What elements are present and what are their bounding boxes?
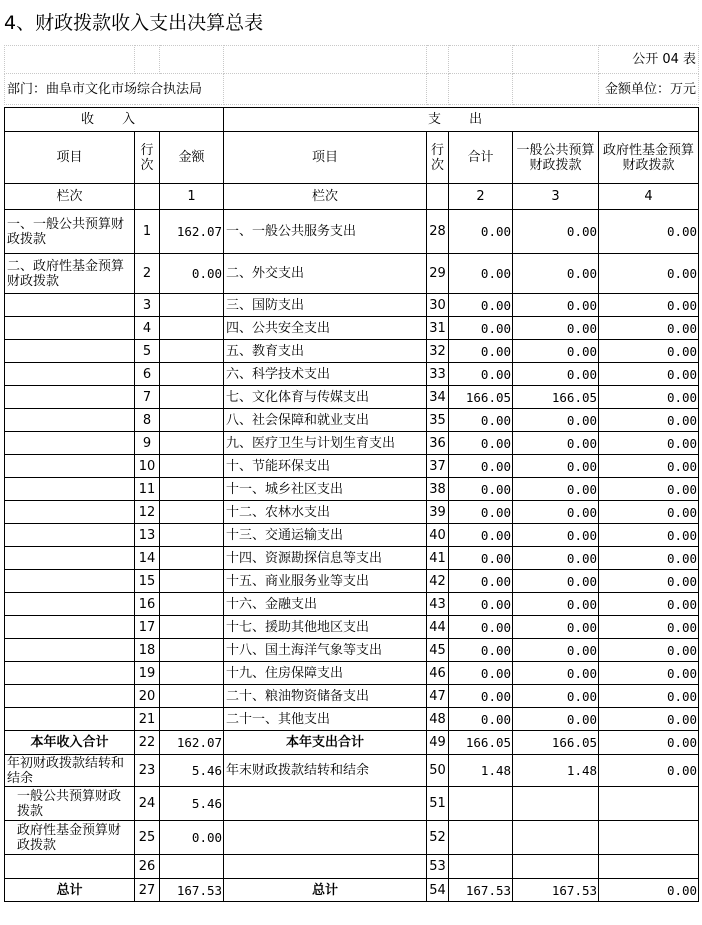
- general-budget-amount-cell: 0.00: [513, 294, 599, 317]
- expense-total-cell: 167.53: [449, 879, 513, 902]
- general-budget-amount-cell: 166.05: [513, 386, 599, 409]
- income-line-cell: 12: [135, 501, 160, 524]
- table-row: [5, 409, 699, 432]
- income-item-cell: [5, 639, 135, 662]
- income-line-cell: 19: [135, 662, 160, 685]
- expense-line-cell: 50: [427, 755, 449, 787]
- gov-fund-amount-cell: [599, 787, 699, 821]
- income-amount-cell: [160, 593, 224, 616]
- expense-total-cell: 0.00: [449, 210, 513, 254]
- form-code: 公开 04 表: [599, 46, 699, 74]
- income-line-cell: 21: [135, 708, 160, 731]
- income-line-cell: 11: [135, 478, 160, 501]
- income-line-header: 行次: [135, 132, 160, 184]
- expense-item-cell: 十二、农林水支出: [224, 501, 427, 524]
- gov-fund-amount-cell: 0.00: [599, 455, 699, 478]
- gov-fund-amount-cell: 0.00: [599, 547, 699, 570]
- table-row: [5, 570, 699, 593]
- expense-item-cell: 十六、金融支出: [224, 593, 427, 616]
- general-budget-amount-cell: 0.00: [513, 409, 599, 432]
- income-item-cell: 政府性基金预算财政拨款: [5, 821, 135, 855]
- department-label: 部门：曲阜市文化市场综合执法局: [5, 74, 224, 105]
- income-amount-cell: [160, 639, 224, 662]
- income-amount-cell: 0.00: [160, 821, 224, 855]
- expense-total-cell: 0.00: [449, 340, 513, 363]
- table-row: [5, 210, 699, 254]
- expense-line-cell: 39: [427, 501, 449, 524]
- col-number-1: 1: [160, 184, 224, 210]
- expense-item-header: 项目: [224, 132, 427, 184]
- income-item-cell: [5, 855, 135, 879]
- expense-item-cell: [224, 855, 427, 879]
- income-amount-cell: [160, 570, 224, 593]
- expense-line-cell: 31: [427, 317, 449, 340]
- income-amount-cell: [160, 616, 224, 639]
- expense-total-cell: 0.00: [449, 363, 513, 386]
- general-budget-amount-cell: 166.05: [513, 731, 599, 755]
- expense-total-cell: 1.48: [449, 755, 513, 787]
- income-item-cell: [5, 616, 135, 639]
- gov-fund-amount-cell: 0.00: [599, 524, 699, 547]
- general-budget-amount-cell: [513, 787, 599, 821]
- income-line-cell: 20: [135, 685, 160, 708]
- expense-line-cell: 38: [427, 478, 449, 501]
- expense-total-cell: 166.05: [449, 731, 513, 755]
- table-row: [5, 363, 699, 386]
- expense-section-header: 支 出: [224, 108, 699, 132]
- expense-item-cell: 十八、国土海洋气象等支出: [224, 639, 427, 662]
- table-row: [5, 787, 699, 821]
- expense-item-cell: 十五、商业服务业等支出: [224, 570, 427, 593]
- expense-item-cell: 十四、资源勘探信息等支出: [224, 547, 427, 570]
- general-budget-header: 一般公共预算财政拨款: [513, 132, 599, 184]
- table-row: [5, 639, 699, 662]
- expense-line-cell: 36: [427, 432, 449, 455]
- general-budget-amount-cell: 0.00: [513, 478, 599, 501]
- expense-line-cell: 54: [427, 879, 449, 902]
- expense-item-cell: 二、外交支出: [224, 254, 427, 294]
- income-item-cell: [5, 501, 135, 524]
- income-section-header: 收 入: [5, 108, 224, 132]
- table-row: [5, 547, 699, 570]
- expense-total-cell: [449, 855, 513, 879]
- expense-item-cell: 总计: [224, 879, 427, 902]
- income-item-cell: 二、政府性基金预算财政拨款: [5, 254, 135, 294]
- income-amount-cell: [160, 547, 224, 570]
- table-row: [5, 662, 699, 685]
- page-title: 4、财政拨款收入支出决算总表: [4, 12, 264, 34]
- expense-total-cell: 0.00: [449, 685, 513, 708]
- table-row: [5, 386, 699, 409]
- gov-fund-amount-cell: 0.00: [599, 432, 699, 455]
- table-row: [5, 254, 699, 294]
- expense-line-cell: 51: [427, 787, 449, 821]
- table-row: [5, 478, 699, 501]
- income-line-cell: 6: [135, 363, 160, 386]
- expense-line-cell: 46: [427, 662, 449, 685]
- gov-fund-amount-cell: 0.00: [599, 478, 699, 501]
- table-row: [5, 616, 699, 639]
- gov-fund-amount-cell: 0.00: [599, 254, 699, 294]
- table-row: [5, 731, 699, 755]
- gov-fund-amount-cell: 0.00: [599, 593, 699, 616]
- table-row: [5, 821, 699, 855]
- general-budget-amount-cell: 0.00: [513, 455, 599, 478]
- income-item-cell: 年初财政拨款结转和结余: [5, 755, 135, 787]
- income-line-cell: 2: [135, 254, 160, 294]
- general-budget-amount-cell: 0.00: [513, 432, 599, 455]
- header-band: [4, 45, 699, 105]
- income-line-cell: 4: [135, 317, 160, 340]
- income-line-cell: 10: [135, 455, 160, 478]
- unit-label: 金额单位：万元: [599, 74, 699, 105]
- general-budget-amount-cell: [513, 855, 599, 879]
- gov-fund-amount-cell: 0.00: [599, 616, 699, 639]
- income-amount-cell: [160, 478, 224, 501]
- general-budget-amount-cell: 0.00: [513, 570, 599, 593]
- income-amount-cell: [160, 685, 224, 708]
- income-item-cell: [5, 524, 135, 547]
- table-row: [5, 294, 699, 317]
- general-budget-amount-cell: 0.00: [513, 524, 599, 547]
- income-item-cell: [5, 386, 135, 409]
- gov-fund-amount-cell: 0.00: [599, 363, 699, 386]
- expense-item-cell: 二十一、其他支出: [224, 708, 427, 731]
- gov-fund-amount-cell: [599, 855, 699, 879]
- expense-item-cell: 六、科学技术支出: [224, 363, 427, 386]
- expense-line-cell: 41: [427, 547, 449, 570]
- income-amount-cell: [160, 363, 224, 386]
- income-item-cell: [5, 547, 135, 570]
- expense-total-cell: 0.00: [449, 593, 513, 616]
- expense-total-cell: 0.00: [449, 432, 513, 455]
- income-item-cell: [5, 708, 135, 731]
- general-budget-amount-cell: 0.00: [513, 662, 599, 685]
- general-budget-amount-cell: 0.00: [513, 501, 599, 524]
- expense-total-cell: 0.00: [449, 254, 513, 294]
- expense-total-cell: [449, 821, 513, 855]
- expense-total-cell: [449, 787, 513, 821]
- expense-total-cell: 0.00: [449, 478, 513, 501]
- col-number-2: 2: [449, 184, 513, 210]
- gov-fund-amount-cell: 0.00: [599, 501, 699, 524]
- table-row: [5, 593, 699, 616]
- income-line-cell: 15: [135, 570, 160, 593]
- gov-fund-amount-cell: 0.00: [599, 409, 699, 432]
- expense-line-cell: 44: [427, 616, 449, 639]
- expense-item-cell: 四、公共安全支出: [224, 317, 427, 340]
- income-item-cell: [5, 685, 135, 708]
- gov-fund-amount-cell: 0.00: [599, 755, 699, 787]
- gov-fund-amount-cell: 0.00: [599, 570, 699, 593]
- general-budget-amount-cell: 0.00: [513, 708, 599, 731]
- expense-line-cell: 29: [427, 254, 449, 294]
- gov-fund-amount-cell: 0.00: [599, 210, 699, 254]
- expense-total-cell: 0.00: [449, 662, 513, 685]
- expense-line-cell: 35: [427, 409, 449, 432]
- income-amount-cell: 167.53: [160, 879, 224, 902]
- expense-item-cell: 五、教育支出: [224, 340, 427, 363]
- general-budget-amount-cell: 167.53: [513, 879, 599, 902]
- expense-item-cell: 三、国防支出: [224, 294, 427, 317]
- expense-line-cell: 40: [427, 524, 449, 547]
- income-amount-cell: 162.07: [160, 731, 224, 755]
- income-item-cell: [5, 593, 135, 616]
- expense-item-cell: [224, 787, 427, 821]
- col-label-expense: 栏次: [224, 184, 427, 210]
- expense-item-cell: 七、文化体育与传媒支出: [224, 386, 427, 409]
- income-amount-cell: 0.00: [160, 254, 224, 294]
- expense-item-cell: [224, 821, 427, 855]
- expense-total-cell: 0.00: [449, 616, 513, 639]
- income-item-cell: [5, 662, 135, 685]
- general-budget-amount-cell: 0.00: [513, 639, 599, 662]
- income-amount-cell: [160, 317, 224, 340]
- general-budget-amount-cell: 0.00: [513, 317, 599, 340]
- income-item-cell: [5, 363, 135, 386]
- expense-item-cell: 十三、交通运输支出: [224, 524, 427, 547]
- general-budget-amount-cell: 0.00: [513, 210, 599, 254]
- table-row: [5, 755, 699, 787]
- gov-fund-amount-cell: [599, 821, 699, 855]
- income-amount-cell: [160, 409, 224, 432]
- income-item-cell: [5, 455, 135, 478]
- gov-fund-amount-cell: 0.00: [599, 340, 699, 363]
- general-budget-amount-cell: 0.00: [513, 363, 599, 386]
- expense-item-cell: 十一、城乡社区支出: [224, 478, 427, 501]
- income-amount-cell: [160, 432, 224, 455]
- gov-fund-amount-cell: 0.00: [599, 708, 699, 731]
- col-label-income: 栏次: [5, 184, 135, 210]
- table-row: [5, 708, 699, 731]
- expense-total-header: 合计: [449, 132, 513, 184]
- gov-fund-amount-cell: 0.00: [599, 317, 699, 340]
- income-amount-cell: 162.07: [160, 210, 224, 254]
- income-amount-cell: [160, 455, 224, 478]
- expense-total-cell: 0.00: [449, 294, 513, 317]
- expense-total-cell: 0.00: [449, 708, 513, 731]
- col-number-4: 4: [599, 184, 699, 210]
- table-row: [5, 340, 699, 363]
- table-row: [5, 501, 699, 524]
- income-line-cell: 27: [135, 879, 160, 902]
- general-budget-amount-cell: 0.00: [513, 547, 599, 570]
- expense-line-cell: 47: [427, 685, 449, 708]
- income-item-header: 项目: [5, 132, 135, 184]
- general-budget-amount-cell: 0.00: [513, 254, 599, 294]
- expense-line-cell: 30: [427, 294, 449, 317]
- general-budget-amount-cell: 0.00: [513, 593, 599, 616]
- gov-fund-amount-cell: 0.00: [599, 662, 699, 685]
- general-budget-amount-cell: 0.00: [513, 616, 599, 639]
- income-line-cell: 25: [135, 821, 160, 855]
- expense-line-cell: 37: [427, 455, 449, 478]
- income-line-cell: 24: [135, 787, 160, 821]
- general-budget-amount-cell: 0.00: [513, 685, 599, 708]
- income-item-cell: [5, 294, 135, 317]
- expense-total-cell: 166.05: [449, 386, 513, 409]
- income-amount-cell: [160, 662, 224, 685]
- income-item-cell: [5, 317, 135, 340]
- income-item-cell: 一般公共预算财政拨款: [5, 787, 135, 821]
- expense-line-cell: 49: [427, 731, 449, 755]
- expense-total-cell: 0.00: [449, 501, 513, 524]
- expense-line-cell: 42: [427, 570, 449, 593]
- income-line-cell: 9: [135, 432, 160, 455]
- expense-item-cell: 九、医疗卫生与计划生育支出: [224, 432, 427, 455]
- expense-line-cell: 53: [427, 855, 449, 879]
- col-number-3: 3: [513, 184, 599, 210]
- table-row: [5, 685, 699, 708]
- general-budget-amount-cell: 0.00: [513, 340, 599, 363]
- income-item-cell: [5, 432, 135, 455]
- income-item-cell: [5, 340, 135, 363]
- income-amount-cell: 5.46: [160, 787, 224, 821]
- income-line-cell: 8: [135, 409, 160, 432]
- income-amount-cell: [160, 708, 224, 731]
- general-budget-amount-cell: 1.48: [513, 755, 599, 787]
- expense-line-cell: 33: [427, 363, 449, 386]
- income-line-cell: 26: [135, 855, 160, 879]
- expense-item-cell: 本年支出合计: [224, 731, 427, 755]
- income-item-cell: 本年收入合计: [5, 731, 135, 755]
- income-line-cell: 1: [135, 210, 160, 254]
- expense-line-cell: 32: [427, 340, 449, 363]
- income-line-cell: 7: [135, 386, 160, 409]
- income-line-cell: 13: [135, 524, 160, 547]
- expense-item-cell: 一、一般公共服务支出: [224, 210, 427, 254]
- table-row: [5, 317, 699, 340]
- table-row: [5, 855, 699, 879]
- gov-fund-amount-cell: 0.00: [599, 879, 699, 902]
- expense-item-cell: 二十、粮油物资储备支出: [224, 685, 427, 708]
- income-line-cell: 5: [135, 340, 160, 363]
- income-amount-cell: [160, 855, 224, 879]
- general-budget-amount-cell: [513, 821, 599, 855]
- income-item-cell: 一、一般公共预算财政拨款: [5, 210, 135, 254]
- expense-item-cell: 十、节能环保支出: [224, 455, 427, 478]
- income-amount-header: 金额: [160, 132, 224, 184]
- income-item-cell: [5, 409, 135, 432]
- gov-fund-amount-cell: 0.00: [599, 685, 699, 708]
- expense-total-cell: 0.00: [449, 317, 513, 340]
- expense-total-cell: 0.00: [449, 455, 513, 478]
- expense-line-header: 行次: [427, 132, 449, 184]
- expense-line-cell: 28: [427, 210, 449, 254]
- gov-fund-amount-cell: 0.00: [599, 639, 699, 662]
- income-line-cell: 14: [135, 547, 160, 570]
- income-item-cell: [5, 478, 135, 501]
- table-row: [5, 432, 699, 455]
- income-line-cell: 16: [135, 593, 160, 616]
- gov-fund-amount-cell: 0.00: [599, 731, 699, 755]
- table-row: [5, 879, 699, 902]
- income-line-cell: 22: [135, 731, 160, 755]
- income-amount-cell: [160, 524, 224, 547]
- income-line-cell: 3: [135, 294, 160, 317]
- income-line-cell: 17: [135, 616, 160, 639]
- expense-line-cell: 52: [427, 821, 449, 855]
- expense-total-cell: 0.00: [449, 547, 513, 570]
- income-item-cell: [5, 570, 135, 593]
- income-amount-cell: [160, 386, 224, 409]
- expense-total-cell: 0.00: [449, 524, 513, 547]
- expense-item-cell: 年末财政拨款结转和结余: [224, 755, 427, 787]
- expense-item-cell: 十九、住房保障支出: [224, 662, 427, 685]
- income-amount-cell: [160, 294, 224, 317]
- income-amount-cell: [160, 501, 224, 524]
- expense-total-cell: 0.00: [449, 639, 513, 662]
- expense-line-cell: 43: [427, 593, 449, 616]
- budget-table: [4, 107, 699, 902]
- gov-fund-amount-cell: 0.00: [599, 386, 699, 409]
- gov-fund-amount-cell: 0.00: [599, 294, 699, 317]
- expense-item-cell: 十七、援助其他地区支出: [224, 616, 427, 639]
- expense-line-cell: 48: [427, 708, 449, 731]
- income-line-cell: 23: [135, 755, 160, 787]
- income-amount-cell: [160, 340, 224, 363]
- expense-total-cell: 0.00: [449, 409, 513, 432]
- expense-line-cell: 45: [427, 639, 449, 662]
- expense-total-cell: 0.00: [449, 570, 513, 593]
- expense-line-cell: 34: [427, 386, 449, 409]
- income-item-cell: 总计: [5, 879, 135, 902]
- income-line-cell: 18: [135, 639, 160, 662]
- table-row: [5, 455, 699, 478]
- gov-fund-header: 政府性基金预算财政拨款: [599, 132, 699, 184]
- table-row: [5, 524, 699, 547]
- expense-item-cell: 八、社会保障和就业支出: [224, 409, 427, 432]
- income-amount-cell: 5.46: [160, 755, 224, 787]
